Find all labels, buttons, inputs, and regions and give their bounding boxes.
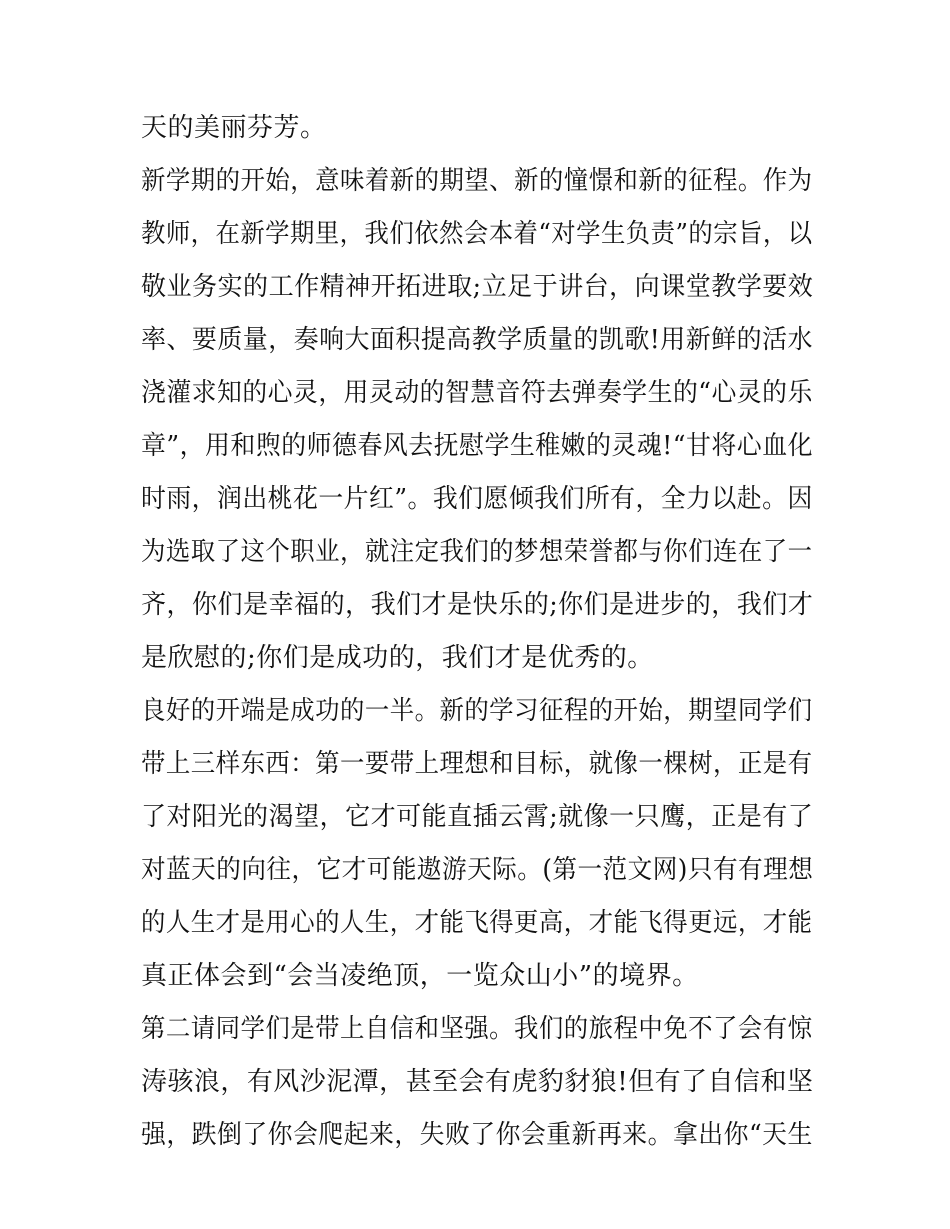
text-line: 章”，用和煦的师德春风去抚慰学生稚嫩的灵魂!“甘将心血化 <box>141 431 814 461</box>
text-line: 真正体会到“会当凌绝顶，一览众山小”的境界。 <box>141 961 699 991</box>
text-line: 敬业务实的工作精神开拓进取;立足于讲台，向课堂教学要效 <box>141 272 814 302</box>
text-line: 教师，在新学期里，我们依然会本着“对学生负责”的宗旨，以 <box>141 219 813 249</box>
text-line: 强，跌倒了你会爬起来，失败了你会重新再来。拿出你“天生 <box>141 1120 813 1150</box>
text-line: 为选取了这个职业，就注定我们的梦想荣誉都与你们连在了一 <box>141 537 813 567</box>
text-line: 第二请同学们是带上自信和坚强。我们的旅程中免不了会有惊 <box>141 1014 813 1044</box>
text-line: 了对阳光的渴望，它才可能直插云霄;就像一只鹰，正是有了 <box>141 802 814 832</box>
text-line: 带上三样东西：第一要带上理想和目标，就像一棵树，正是有 <box>141 749 813 779</box>
text-line: 良好的开端是成功的一半。新的学习征程的开始，期望同学们 <box>141 696 813 726</box>
text-line: 时雨，润出桃花一片红”。我们愿倾我们所有，全力以赴。因 <box>141 484 813 514</box>
text-line: 对蓝天的向往，它才可能遨游天际。(第一范文网)只有有理想 <box>141 855 814 885</box>
text-line: 天的美丽芬芳。 <box>141 113 327 143</box>
text-line: 的人生才是用心的人生，才能飞得更高，才能飞得更远，才能 <box>141 908 813 938</box>
text-line: 新学期的开始，意味着新的期望、新的憧憬和新的征程。作为 <box>141 166 813 196</box>
text-line: 是欣慰的;你们是成功的，我们才是优秀的。 <box>141 643 654 673</box>
text-line: 浇灌求知的心灵，用灵动的智慧音符去弹奏学生的“心灵的乐 <box>141 378 813 408</box>
text-line: 率、要质量，奏响大面积提高教学质量的凯歌!用新鲜的活水 <box>141 325 813 355</box>
text-line: 涛骇浪，有风沙泥潭，甚至会有虎豹豺狼!但有了自信和坚 <box>141 1067 814 1097</box>
text-line: 齐，你们是幸福的，我们才是快乐的;你们是进步的，我们才 <box>141 590 814 620</box>
